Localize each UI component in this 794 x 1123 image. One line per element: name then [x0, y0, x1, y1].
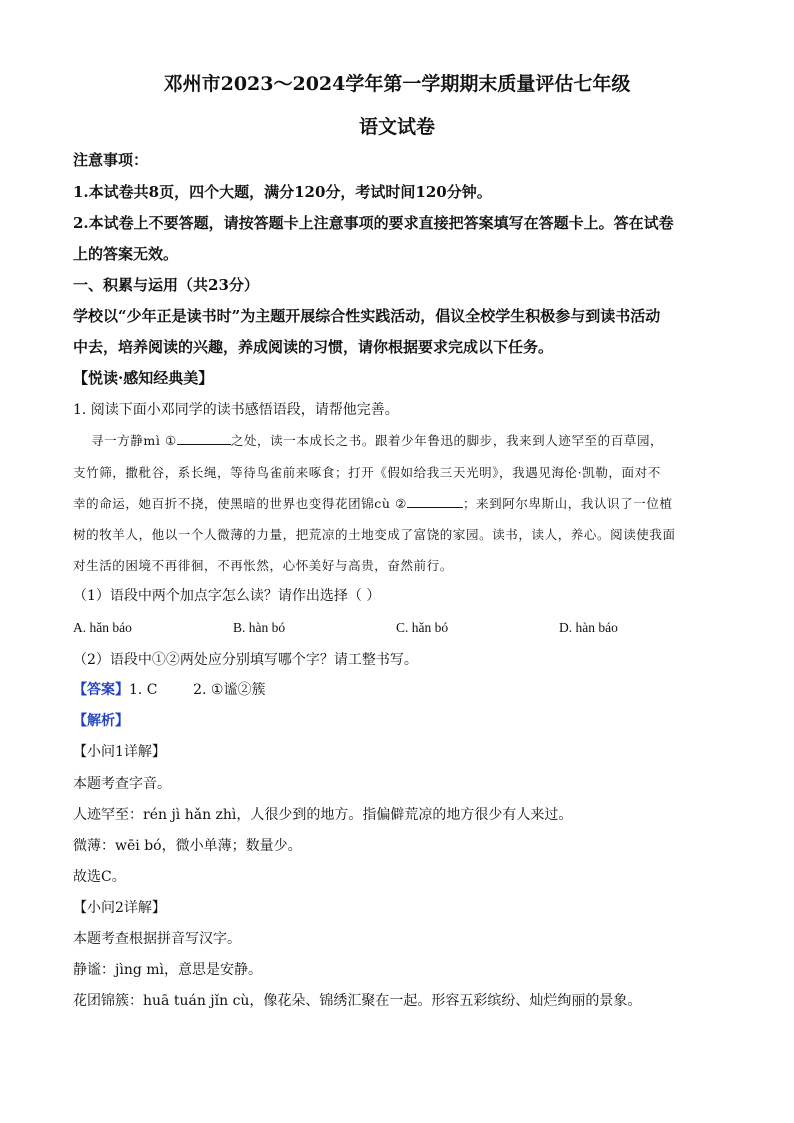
question-prompt: 1. 阅读下面小邓同学的读书感悟语段，请帮他完善。 — [73, 402, 399, 418]
sub-question-1: （1）语段中两个加点字怎么读？请作出选择（ ） — [73, 588, 381, 604]
section-subheading: 【悦读·感知经典美】 — [73, 369, 214, 387]
passage-line-2: 支竹筛，撒秕谷，系长绳，等待鸟雀前来啄食；打开《假如给我三天光明》，我遇见海伦·凯勒，面对不 — [73, 465, 661, 480]
notes-item-2-line-1: 2.本试卷上不要答题，请按答题卡上注意事项的要求直接把答案填写在答题卡上。答在试卷 — [73, 214, 674, 232]
analysis-label: 【解析】 — [73, 713, 129, 729]
option-c: C. hǎn bó — [396, 620, 449, 635]
passage-line-3 — [73, 494, 673, 514]
exam-subtitle: 语文试卷 — [358, 116, 435, 138]
analysis-text: 花团锦簇：huā tuán jǐn cù，像花朵、锦绣汇聚在一起。形容五彩缤纷、灿烂绚丽的景象。 — [73, 993, 642, 1009]
section-intro-line-1: 学校以“少年正是读书时”为主题开展综合性实践活动，倡议全校学生积极参与到读书活动 — [73, 307, 661, 325]
option-b: B. hàn bó — [233, 620, 286, 635]
sub-question-2: （2）语段中①②两处应分别填写哪个字？请工整书写。 — [73, 652, 418, 668]
notes-item-2-line-2: 上的答案无效。 — [73, 245, 179, 263]
passage-text: 寻一方静mì ① — [91, 433, 177, 448]
answer-label: 【答案】 — [73, 682, 129, 698]
notes-heading: 注意事项： — [73, 151, 149, 169]
sub-answer-2-title: 【小问2详解】 — [73, 900, 166, 916]
passage-line-1 — [91, 431, 663, 451]
notes-item-1: 1.本试卷共8页，四个大题，满分120分，考试时间120分钟。 — [73, 183, 492, 201]
passage-text: 幸的命运，她百折不挠，使黑暗的世界也变得花团锦cù ② — [73, 496, 407, 511]
analysis-text: 故选C。 — [73, 869, 126, 885]
section-intro-line-2: 中去，培养阅读的兴趣，养成阅读的习惯，请你根据要求完成以下任务。 — [73, 338, 554, 356]
passage-line-4: 树的牧羊人，他以一个人微薄的力量，把荒凉的土地变成了富饶的家园。读书，读人，养心。阅读使我面 — [73, 527, 676, 542]
section-heading: 一、积累与运用（共23分） — [73, 276, 259, 294]
analysis-text: 微薄：wēi bó，微小单薄；数量少。 — [73, 838, 302, 854]
option-d: D. hàn báo — [559, 620, 618, 635]
analysis-text: 静谧：jìng mì，意思是安静。 — [73, 962, 262, 978]
passage-text: ；来到阿尔卑斯山，我认识了一位植 — [462, 496, 673, 511]
analysis-text: 本题考查根据拼音写汉字。 — [73, 931, 241, 947]
option-a: A. hǎn báo — [73, 620, 132, 635]
analysis-text: 人迹罕至：rén jì hǎn zhì，人很少到的地方。指偏僻荒凉的地方很少有人来过。 — [73, 807, 573, 823]
passage-text: 之处，读一本成长之书。跟着少年鲁迅的脚步，我来到人迹罕至的百草园， — [230, 433, 664, 448]
exam-title: 邓州市2023～2024学年第一学期期末质量评估七年级 — [163, 73, 631, 95]
analysis-text: 本题考查字音。 — [73, 776, 171, 792]
sub-answer-1-title: 【小问1详解】 — [73, 744, 166, 760]
blank-1 — [177, 432, 231, 445]
blank-2 — [407, 495, 463, 508]
answer-text: 1. C 2. ①谧②簇 — [129, 682, 266, 698]
answer-line — [73, 680, 265, 700]
passage-line-5: 对生活的困境不再徘徊，不再怅然，心怀美好与高贵，奋然前行。 — [73, 558, 453, 573]
